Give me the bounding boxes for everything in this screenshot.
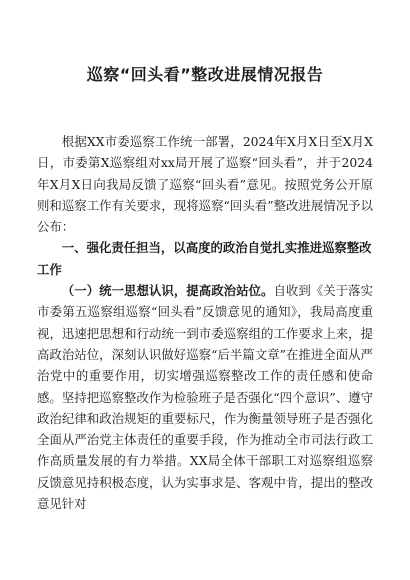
document-title: 巡察“回头看”整改进展情况报告 xyxy=(86,65,324,84)
section-heading: 一、强化责任担当，以高度的政治自觉扎实推进巡察整改工作 xyxy=(37,240,372,277)
subsection-paragraph xyxy=(37,280,373,514)
subsection-body: 自收到《关于落实市委第五巡察组巡察“回头看”反馈意见的通知》，我局高度重视，迅速把思想和行动统一到市委巡察组的工作要求上来，提高政治站位，深刻认识做好巡察“后半篇文章”在推进全面从严治党中的重要作用，切实增强巡察整改工作的责任感和使命感。坚持把巡察整改作为检验班子是否强化“四个意识”、遵守政治纪律和政治规矩的重要标尺，作为衡量领导班子是否强化全面从严治党主体责任的重要手段，作为推动全市司法行政工作高质量发展的有力举措。XX局全体干部职工对巡察组巡察反馈意见持积极态度，认为实事求是、客观中肯，提出的整改意见针对 xyxy=(37,283,374,512)
subsection-title: （一）统一思想认识，提高政治站位。 xyxy=(61,283,274,299)
intro-paragraph: 根据XX市委巡察工作统一部署，2024年X月X日至X月X日，市委第X巡察组对xx局开展了巡察“回头看”，并于2024年X月X日向我局反馈了巡察“回头看”意见。按照党务公开原则和巡察工作有关要求，现将巡察“回头看”整改进展情况予以公布： xyxy=(37,134,373,235)
